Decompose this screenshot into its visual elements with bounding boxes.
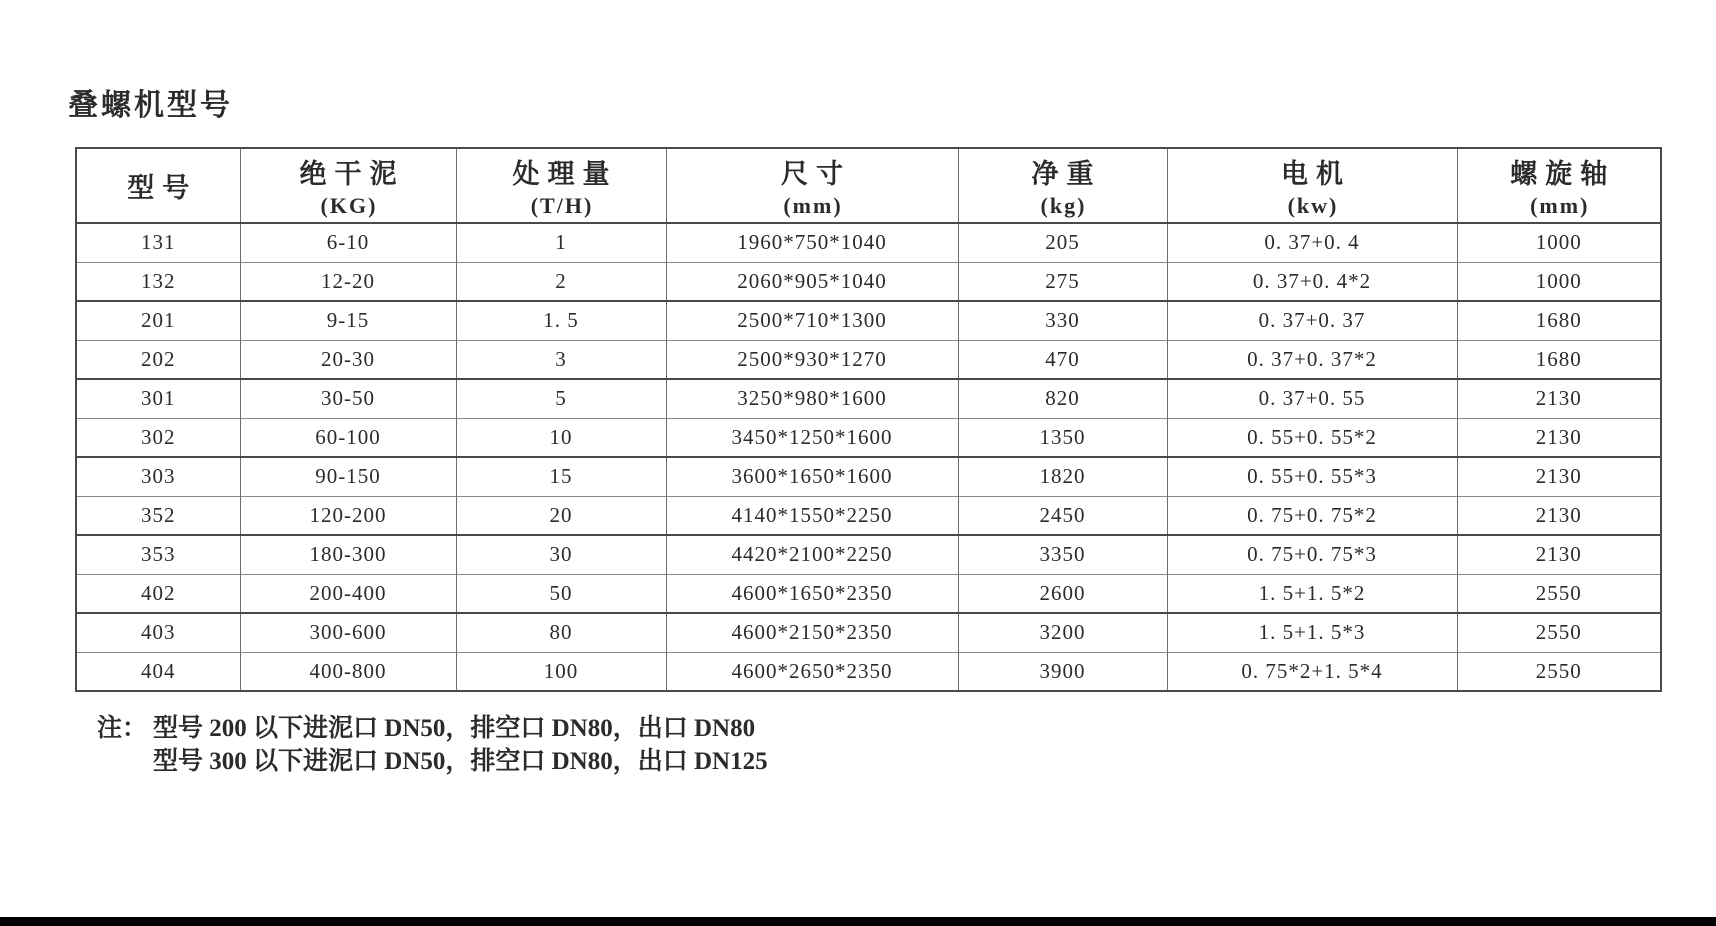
- cell-screw-shaft: 2550: [1457, 652, 1661, 691]
- table-body: [76, 223, 1661, 691]
- cell-motor: 0. 75*2+1. 5*4: [1167, 652, 1457, 691]
- cell-capacity: 80: [456, 613, 666, 652]
- table-row: [76, 457, 1661, 496]
- cell-screw-shaft: 2130: [1457, 496, 1661, 535]
- cell-dimensions: 1960*750*1040: [666, 223, 958, 262]
- column-header-label: 型号: [127, 173, 198, 203]
- cell-model: 404: [76, 652, 240, 691]
- cell-model: 302: [76, 418, 240, 457]
- column-header-label: 电机: [1281, 159, 1351, 189]
- cell-capacity: 3: [456, 340, 666, 379]
- cell-dimensions: 4420*2100*2250: [666, 535, 958, 574]
- cell-model: 403: [76, 613, 240, 652]
- column-header-weight: [958, 148, 1167, 223]
- page-title: 叠螺机型号: [68, 89, 233, 122]
- cell-capacity: 5: [456, 379, 666, 418]
- cell-weight: 1820: [958, 457, 1167, 496]
- column-header-unit: (KG): [320, 193, 378, 218]
- cell-model: 131: [76, 223, 240, 262]
- table-row: [76, 496, 1661, 535]
- table-row: [76, 301, 1661, 340]
- cell-dry-sludge: 300-600: [240, 613, 456, 652]
- cell-capacity: 30: [456, 535, 666, 574]
- table-row: [76, 652, 1661, 691]
- cell-dimensions: 3450*1250*1600: [666, 418, 958, 457]
- cell-dry-sludge: 90-150: [240, 457, 456, 496]
- column-header-label: 尺寸: [781, 159, 851, 189]
- column-header-motor: [1167, 148, 1457, 223]
- bottom-black-bar: [0, 917, 1716, 926]
- column-header-unit: (mm): [783, 193, 843, 218]
- cell-capacity: 15: [456, 457, 666, 496]
- footnote: [97, 712, 768, 778]
- cell-screw-shaft: 2550: [1457, 574, 1661, 613]
- footnote-line-2: 型号 300 以下进泥口 DN50，排空口 DN80，出口 DN125: [153, 748, 768, 775]
- cell-weight: 2450: [958, 496, 1167, 535]
- cell-model: 303: [76, 457, 240, 496]
- cell-screw-shaft: 2550: [1457, 613, 1661, 652]
- cell-dimensions: 2500*930*1270: [666, 340, 958, 379]
- cell-capacity: 1. 5: [456, 301, 666, 340]
- cell-capacity: 100: [456, 652, 666, 691]
- column-header-model: [76, 148, 240, 223]
- cell-dry-sludge: 120-200: [240, 496, 456, 535]
- cell-dry-sludge: 400-800: [240, 652, 456, 691]
- cell-dimensions: 4600*2150*2350: [666, 613, 958, 652]
- cell-motor: 0. 37+0. 4*2: [1167, 262, 1457, 301]
- column-header-capacity: [456, 148, 666, 223]
- column-header-label: 净重: [1031, 159, 1102, 189]
- table-row: [76, 340, 1661, 379]
- cell-dimensions: 3600*1650*1600: [666, 457, 958, 496]
- cell-motor: 0. 37+0. 37*2: [1167, 340, 1457, 379]
- cell-model: 352: [76, 496, 240, 535]
- cell-screw-shaft: 1680: [1457, 301, 1661, 340]
- cell-screw-shaft: 2130: [1457, 457, 1661, 496]
- cell-model: 132: [76, 262, 240, 301]
- cell-screw-shaft: 2130: [1457, 418, 1661, 457]
- cell-model: 202: [76, 340, 240, 379]
- cell-motor: 0. 37+0. 55: [1167, 379, 1457, 418]
- cell-capacity: 20: [456, 496, 666, 535]
- cell-model: 353: [76, 535, 240, 574]
- cell-dimensions: 3250*980*1600: [666, 379, 958, 418]
- table-row: [76, 223, 1661, 262]
- cell-capacity: 2: [456, 262, 666, 301]
- footnote-line-1: 型号 200 以下进泥口 DN50，排空口 DN80，出口 DN80: [153, 715, 756, 742]
- model-spec-table: [75, 147, 1662, 692]
- column-header-unit: (kg): [1040, 193, 1087, 218]
- cell-capacity: 1: [456, 223, 666, 262]
- cell-screw-shaft: 1000: [1457, 262, 1661, 301]
- cell-motor: 0. 55+0. 55*3: [1167, 457, 1457, 496]
- cell-model: 301: [76, 379, 240, 418]
- cell-motor: 0. 37+0. 37: [1167, 301, 1457, 340]
- cell-weight: 3900: [958, 652, 1167, 691]
- table-header: [76, 148, 1661, 223]
- cell-weight: 1350: [958, 418, 1167, 457]
- cell-dry-sludge: 30-50: [240, 379, 456, 418]
- column-header-unit: (mm): [1530, 193, 1590, 218]
- cell-dimensions: 2500*710*1300: [666, 301, 958, 340]
- column-header-unit: (kw): [1287, 193, 1339, 218]
- cell-dimensions: 2060*905*1040: [666, 262, 958, 301]
- cell-weight: 820: [958, 379, 1167, 418]
- cell-dry-sludge: 6-10: [240, 223, 456, 262]
- cell-capacity: 50: [456, 574, 666, 613]
- cell-dimensions: 4600*1650*2350: [666, 574, 958, 613]
- cell-motor: 0. 55+0. 55*2: [1167, 418, 1457, 457]
- cell-weight: 330: [958, 301, 1167, 340]
- cell-dry-sludge: 12-20: [240, 262, 456, 301]
- table-row: [76, 613, 1661, 652]
- table-row: [76, 535, 1661, 574]
- column-header-label: 处理量: [512, 159, 618, 189]
- cell-weight: 3350: [958, 535, 1167, 574]
- footnote-lines: [153, 712, 768, 778]
- cell-dry-sludge: 20-30: [240, 340, 456, 379]
- cell-weight: 2600: [958, 574, 1167, 613]
- column-header-dimensions: [666, 148, 958, 223]
- cell-motor: 1. 5+1. 5*3: [1167, 613, 1457, 652]
- cell-screw-shaft: 2130: [1457, 379, 1661, 418]
- cell-motor: 0. 75+0. 75*3: [1167, 535, 1457, 574]
- cell-weight: 275: [958, 262, 1167, 301]
- cell-weight: 470: [958, 340, 1167, 379]
- cell-screw-shaft: 1680: [1457, 340, 1661, 379]
- cell-weight: 205: [958, 223, 1167, 262]
- cell-dry-sludge: 9-15: [240, 301, 456, 340]
- cell-weight: 3200: [958, 613, 1167, 652]
- cell-dry-sludge: 180-300: [240, 535, 456, 574]
- table-header-row: [76, 148, 1661, 223]
- cell-dimensions: 4600*2650*2350: [666, 652, 958, 691]
- cell-screw-shaft: 2130: [1457, 535, 1661, 574]
- column-header-label: 绝干泥: [299, 159, 405, 189]
- cell-dry-sludge: 60-100: [240, 418, 456, 457]
- cell-motor: 0. 37+0. 4: [1167, 223, 1457, 262]
- cell-motor: 1. 5+1. 5*2: [1167, 574, 1457, 613]
- footnote-prefix: 注：: [97, 715, 148, 742]
- cell-model: 201: [76, 301, 240, 340]
- table-row: [76, 379, 1661, 418]
- table-row: [76, 418, 1661, 457]
- table-row: [76, 574, 1661, 613]
- cell-dimensions: 4140*1550*2250: [666, 496, 958, 535]
- cell-capacity: 10: [456, 418, 666, 457]
- cell-motor: 0. 75+0. 75*2: [1167, 496, 1457, 535]
- cell-model: 402: [76, 574, 240, 613]
- column-header-dry-sludge: [240, 148, 456, 223]
- column-header-unit: (T/H): [530, 193, 594, 218]
- cell-screw-shaft: 1000: [1457, 223, 1661, 262]
- cell-dry-sludge: 200-400: [240, 574, 456, 613]
- column-header-screw-shaft: [1457, 148, 1661, 223]
- table-row: [76, 262, 1661, 301]
- column-header-label: 螺旋轴: [1510, 159, 1616, 189]
